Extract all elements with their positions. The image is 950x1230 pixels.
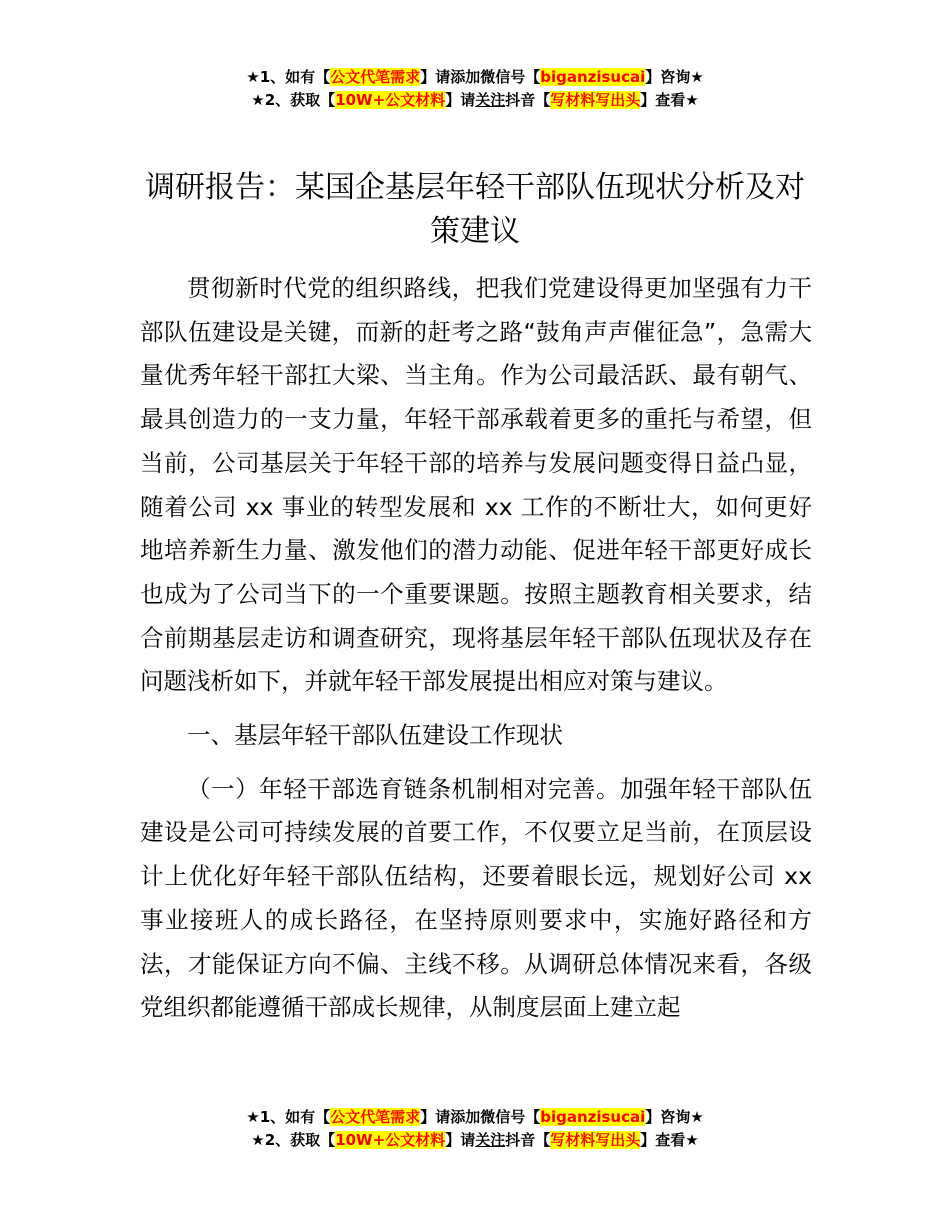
banner-highlight: 写材料写出头 [550,1131,641,1149]
banner-line-2: ★2、获取【10W+公文材料】请关注抖音【写材料写出头】查看★ [251,1131,699,1149]
banner-line-1: ★1、如有【公文代笔需求】请添加微信号【biganzisucai】咨询★ [246,1108,704,1126]
banner-underline: 关注 [475,1131,506,1149]
document-title: 调研报告：某国企基层年轻干部队伍现状分析及对策建议 [145,170,805,249]
banner-line-2: ★2、获取【10W+公文材料】请关注抖音【写材料写出头】查看★ [251,91,699,109]
document-body [140,267,812,1030]
paragraph-subsection-1: （一）年轻干部选育链条机制相对完善。加强年轻干部队伍建设是公司可持续发展的首要工作，不仅要立足当前，在顶层设计上优化好年轻干部队伍结构，还要着眼长远，规划好公司 xx 事业接班人的成长路径，在坚持原则要求中，实施好路径和方法，才能保证方向不偏、主线不移。从调研总体情况来看，各级党组织都能遵循干部成长规律，从制度层面上建立起 [140,774,812,1022]
banner-highlight: 公文代笔需求 [330,68,421,86]
banner-line-1: ★1、如有【公文代笔需求】请添加微信号【biganzisucai】咨询★ [246,68,704,86]
banner-highlight: biganzisucai [540,68,646,86]
header-banner [0,66,950,112]
banner-highlight: 10W+公文材料 [335,91,446,109]
banner-highlight: 写材料写出头 [550,91,641,109]
banner-highlight: biganzisucai [540,1108,646,1126]
banner-highlight: 10W+公文材料 [335,1131,446,1149]
paragraph-intro: 贯彻新时代党的组织路线，把我们党建设得更加坚强有力干部队伍建设是关键，而新的赶考之路“鼓角声声催征急”，急需大量优秀年轻干部扛大梁、当主角。作为公司最活跃、最有朝气、最具创造力的一支力量，年轻干部承载着更多的重托与希望，但当前，公司基层关于年轻干部的培养与发展问题变得日益凸显，随着公司 xx 事业的转型发展和 xx 工作的不断壮大，如何更好地培养新生力量、激发他们的潜力动能、促进年轻干部更好成长也成为了公司当下的一个重要课题。按照主题教育相关要求，结合前期基层走访和调查研究，现将基层年轻干部队伍现状及存在问题浅析如下，并就年轻干部发展提出相应对策与建议。 [140,274,812,696]
banner-underline: 关注 [475,91,506,109]
section-heading: 一、基层年轻干部队伍建设工作现状 [187,721,563,750]
footer-banner [0,1106,950,1152]
banner-highlight: 公文代笔需求 [330,1108,421,1126]
